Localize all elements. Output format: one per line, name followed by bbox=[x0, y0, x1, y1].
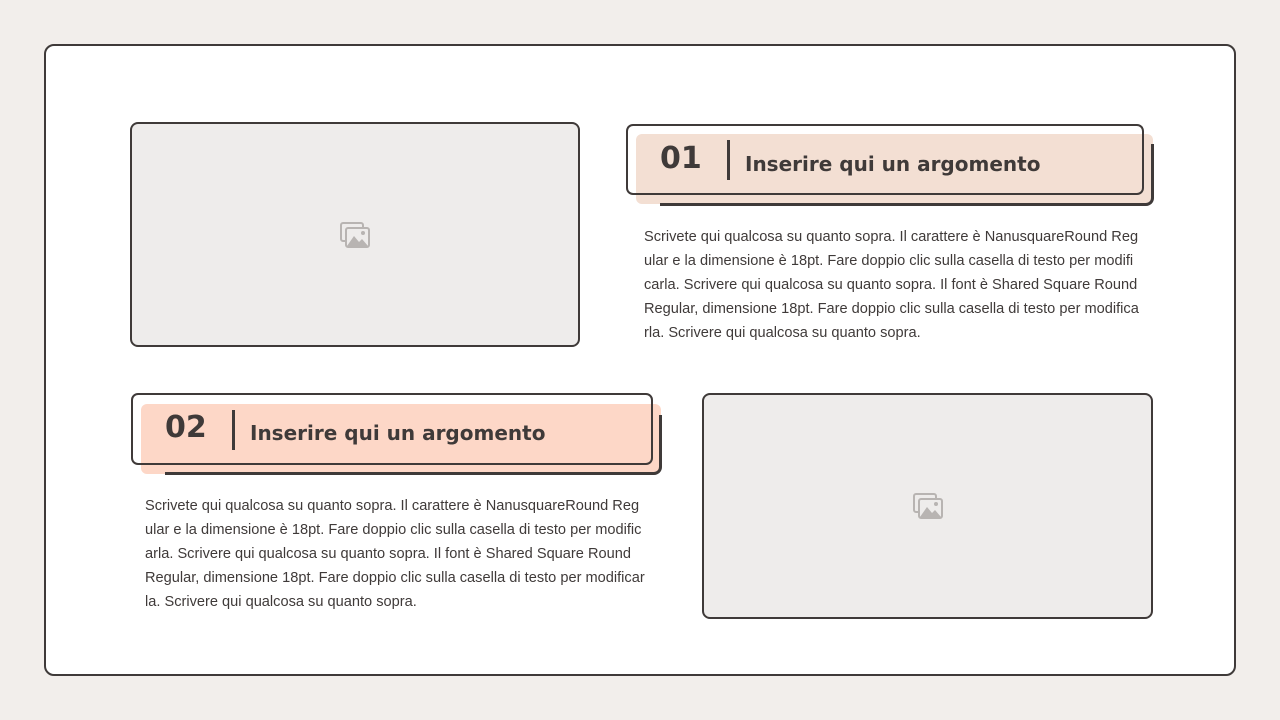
section-title[interactable]: Inserire qui un argomento bbox=[745, 152, 1041, 176]
image-placeholder-icon bbox=[912, 492, 944, 520]
section-number: 02 bbox=[165, 410, 207, 445]
label-divider bbox=[232, 410, 235, 450]
section-body-01[interactable]: Scrivete qui qualcosa su quanto sopra. Il carattere è NanusquareRound Regular e la dimensione è 18pt. Fare doppio clic sulla casella di testo per modificarla. Scrivere qui qualcosa su quanto sopra. Il font è Shared Square Round Regular, dimensione 18pt. Fare doppio clic sulla casella di testo per modificarla. Scrivere qui qualcosa su quanto sopra. bbox=[644, 229, 1139, 341]
section-body-02[interactable]: Scrivete qui qualcosa su quanto sopra. Il carattere è NanusquareRound Regular e la dimensione è 18pt. Fare doppio clic sulla casella di testo per modificarla. Scrivere qui qualcosa su quanto sopra. Il font è Shared Square Round Regular, dimensione 18pt. Fare doppio clic sulla casella di testo per modificarla. Scrivere qui qualcosa su quanto sopra. bbox=[145, 498, 645, 610]
section-number: 01 bbox=[660, 141, 702, 176]
label-divider bbox=[727, 140, 730, 180]
image-placeholder-icon bbox=[339, 221, 371, 249]
section-title[interactable]: Inserire qui un argomento bbox=[250, 421, 546, 445]
section-label-01 bbox=[626, 124, 1154, 206]
section-label-02 bbox=[131, 393, 662, 475]
image-placeholder-2[interactable] bbox=[702, 393, 1153, 619]
image-placeholder-1[interactable] bbox=[130, 122, 580, 347]
